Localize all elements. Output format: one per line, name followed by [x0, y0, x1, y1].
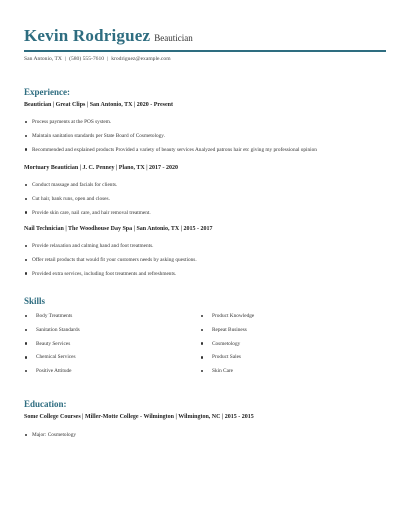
job-heading: Nail Technician | The Woodhouse Day Spa | San Antonio, TX | 2015 - 2017: [24, 226, 213, 232]
candidate-role: Beautician: [154, 33, 193, 43]
skill-item: Skin Care: [200, 368, 254, 382]
list-item: Cut hair, bank runs, open and closes.: [24, 196, 151, 210]
job-heading: Beautician | Great Clips | San Antonio, TX | 2020 - Present: [24, 102, 173, 108]
contact-separator: |: [107, 56, 109, 62]
resume-header: [24, 26, 193, 46]
contact-email: krodriguez@example.com: [111, 56, 171, 62]
candidate-name: Kevin Rodriguez: [24, 26, 151, 45]
education-heading: Some College Courses | Miller-Motte College - Wilmington | Wilmington, NC | 2015 - 2015: [24, 414, 254, 420]
list-item: Offer retail products that would fit your customers needs by asking questions.: [24, 257, 197, 271]
job-bullets: [24, 243, 197, 284]
list-item: Process payments at the POS system.: [24, 119, 317, 133]
list-item: Provided extra services, including foot treatments and refreshments.: [24, 271, 197, 285]
skills-column-right: [200, 313, 254, 382]
skill-item: Cosmetology: [200, 341, 254, 355]
skill-item: Product Sales: [200, 354, 254, 368]
skill-item: Body Treatments: [24, 313, 80, 327]
skill-item: Product Knowledge: [200, 313, 254, 327]
experience-section-title: Experience:: [24, 87, 70, 97]
job-heading: Mortuary Beautician | J. C. Penney | Plano, TX | 2017 - 2020: [24, 165, 179, 171]
list-item: Provide skin care, nail care, and hair removal treatment.: [24, 210, 151, 224]
skills-section-title: Skills: [24, 296, 46, 306]
job-bullets: [24, 119, 317, 160]
skill-item: Positive Attitude: [24, 368, 80, 382]
list-item: Major: Cosmetology: [24, 432, 76, 446]
skill-item: Repeat Business: [200, 327, 254, 341]
list-item: Maintain sanitation standards per State Board of Cosmetology.: [24, 133, 317, 147]
header-divider: [24, 50, 386, 52]
skills-column-left: [24, 313, 80, 382]
skill-item: Sanitation Standards: [24, 327, 80, 341]
contact-line: [24, 56, 171, 62]
skill-item: Chemical Services: [24, 354, 80, 368]
contact-separator: |: [64, 56, 67, 62]
contact-location: San Antonio, TX: [24, 56, 62, 62]
list-item: Provide relaxation and calming hand and foot treatments.: [24, 243, 197, 257]
education-section-title: Education:: [24, 399, 67, 409]
education-bullets: [24, 432, 76, 446]
contact-phone: (580) 555-7610: [69, 56, 105, 62]
list-item: Conduct massage and facials for clients.: [24, 182, 151, 196]
job-bullets: [24, 182, 151, 223]
skill-item: Beauty Services: [24, 341, 80, 355]
list-item: Recommended and explained products Provided a variety of beauty services Analyzed patrons hair etc giving my professional opinion: [24, 147, 317, 161]
